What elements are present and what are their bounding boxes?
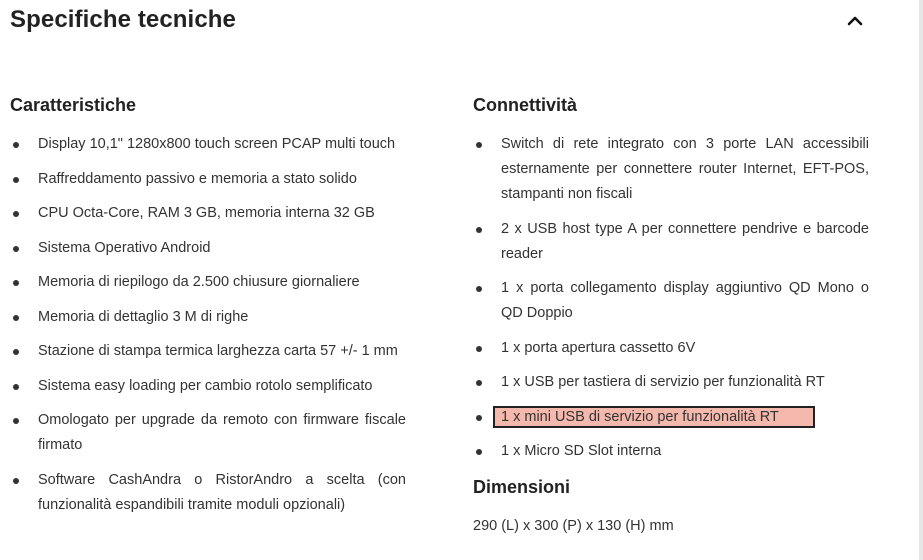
list-item: Omologato per upgrade da remoto con firmware fiscale firmato	[10, 408, 406, 458]
page-title: Specifiche tecniche	[10, 6, 236, 33]
list-item: 1 x Micro SD Slot interna	[473, 439, 869, 464]
connettivita-list	[473, 132, 869, 464]
connettivita-section	[473, 92, 869, 539]
connettivita-heading: Connettività	[473, 95, 578, 115]
list-item: Stazione di stampa termica larghezza carta 57 +/- 1 mm	[10, 339, 406, 364]
dimensioni-heading: Dimensioni	[473, 476, 571, 497]
list-item: Software CashAndra o RistorAndro a scelta (con funzionalità espandibili tramite moduli opzionali)	[10, 468, 406, 518]
list-item: 1 x USB per tastiera di servizio per funzionalità RT	[473, 370, 869, 395]
list-item: Sistema Operativo Android	[10, 236, 406, 261]
collapse-button[interactable]	[841, 10, 869, 32]
chevron-up-icon	[847, 15, 863, 27]
scrollbar-track[interactable]	[919, 0, 923, 560]
list-item: 1 x porta apertura cassetto 6V	[473, 336, 869, 361]
list-item: Raffreddamento passivo e memoria a stato solido	[10, 167, 406, 192]
list-item: Sistema easy loading per cambio rotolo semplificato	[10, 374, 406, 399]
list-item: Display 10,1" 1280x800 touch screen PCAP multi touch	[10, 132, 406, 157]
list-item: 1 x porta collegamento display aggiuntivo QD Mono o QD Doppio	[473, 276, 869, 326]
list-item: Memoria di riepilogo da 2.500 chiusure giornaliere	[10, 270, 406, 295]
caratteristiche-list	[10, 132, 406, 518]
list-item-highlighted	[473, 405, 869, 430]
dimensioni-value: 290 (L) x 300 (P) x 130 (H) mm	[473, 517, 674, 534]
caratteristiche-heading: Caratteristiche	[10, 95, 137, 115]
list-item: Memoria di dettaglio 3 M di righe	[10, 305, 406, 330]
highlighted-text: 1 x mini USB di servizio per funzionalità RT	[495, 408, 813, 426]
list-item: Switch di rete integrato con 3 porte LAN accessibili esternamente per connettere router Internet, EFT-POS, stampanti non fiscali	[473, 132, 869, 207]
caratteristiche-section	[10, 92, 406, 527]
list-item: CPU Octa-Core, RAM 3 GB, memoria interna 32 GB	[10, 201, 406, 226]
list-item: 2 x USB host type A per connettere pendrive e barcode reader	[473, 217, 869, 267]
